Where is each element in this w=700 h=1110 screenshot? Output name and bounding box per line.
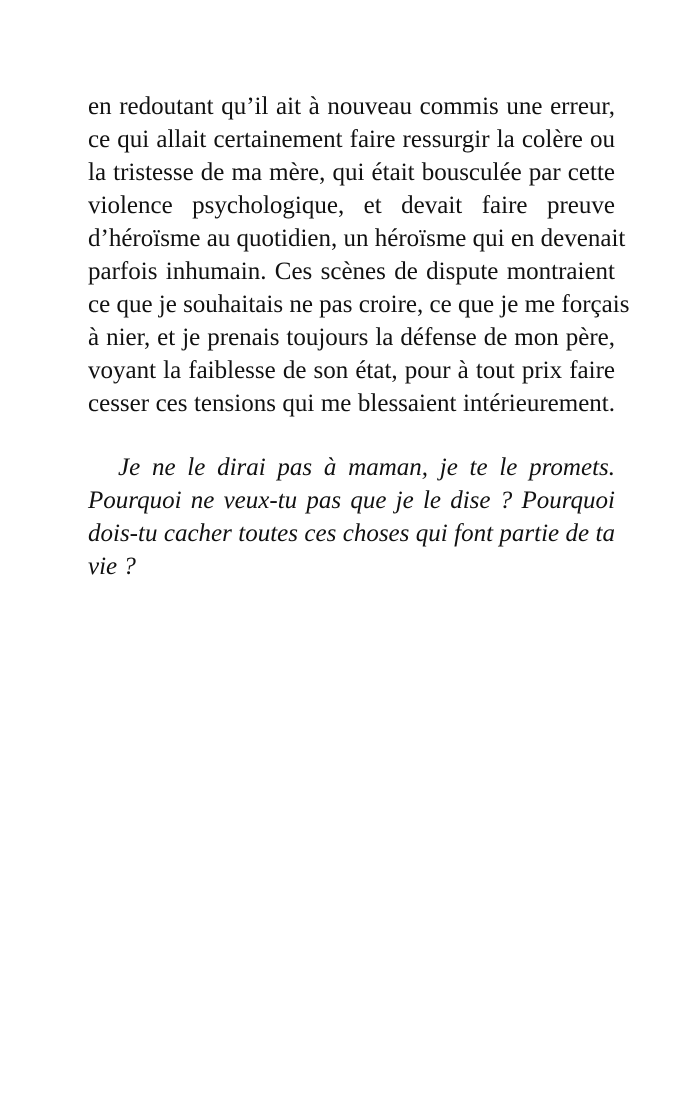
text-line: cesser ces tensions qui me blessaient intérieurement.: [88, 390, 615, 417]
page-body: [88, 90, 630, 583]
text-line: à nier, et je prenais toujours la défense de mon père,: [88, 324, 615, 351]
text-line: violence psychologique, et devait faire preuve: [88, 192, 615, 219]
narrative-paragraph: [88, 90, 630, 420]
text-line: Je ne le dirai pas à maman, je te le promets.: [118, 454, 615, 481]
text-line: ce que je souhaitais ne pas croire, ce que je me forçais: [88, 291, 630, 318]
text-line: en redoutant qu’il ait à nouveau commis une erreur,: [88, 93, 615, 120]
text-line: ce qui allait certainement faire ressurgir la colère ou: [88, 126, 615, 153]
paragraph-gap: [88, 420, 615, 451]
text-line: Pourquoi ne veux-tu pas que je le dise ? Pourquoi: [88, 487, 615, 514]
text-line: vie ?: [88, 553, 136, 580]
text-line: d’héroïsme au quotidien, un héroïsme qui en devenait: [88, 225, 626, 252]
text-line: dois-tu cacher toutes ces choses qui font partie de ta: [88, 520, 615, 547]
text-line: voyant la faiblesse de son état, pour à tout prix faire: [88, 357, 615, 384]
italic-dialogue-paragraph: [88, 451, 615, 583]
text-line: parfois inhumain. Ces scènes de dispute montraient: [88, 258, 615, 285]
text-line: la tristesse de ma mère, qui était bousculée par cette: [88, 159, 615, 186]
